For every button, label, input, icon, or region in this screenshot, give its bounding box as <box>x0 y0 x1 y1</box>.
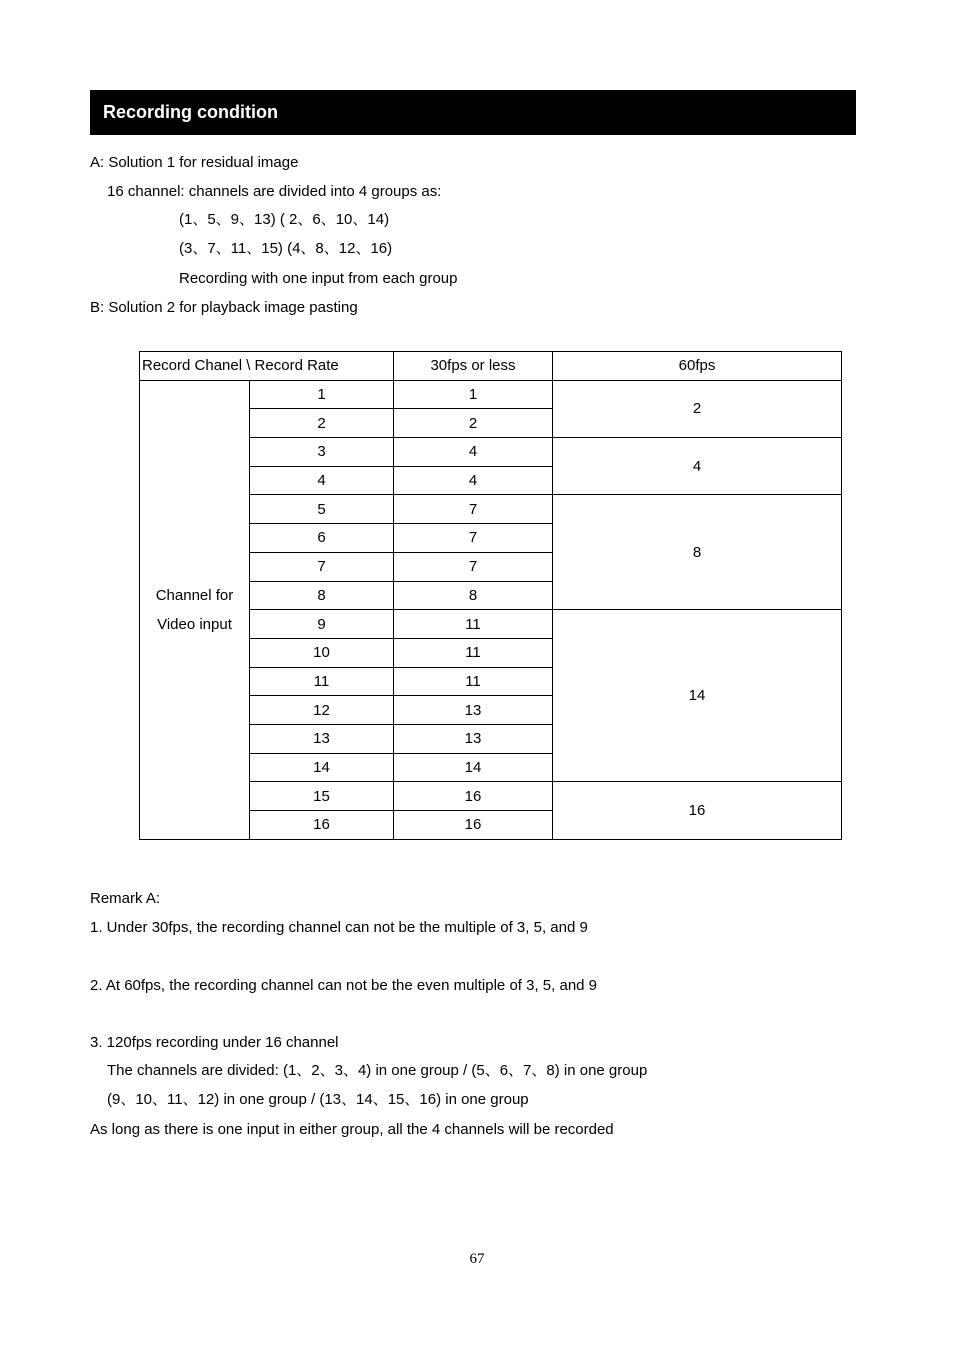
fps30-cell: 16 <box>394 782 553 811</box>
fps30-cell: 8 <box>394 581 553 610</box>
record-rate-table <box>139 351 842 840</box>
fps30-cell: 13 <box>394 724 553 753</box>
fps30-cell: 16 <box>394 811 553 840</box>
row-label-line2: Video input <box>157 615 232 633</box>
solution-a-groups-line2: (3、7、11、15) (4、8、12、16) <box>179 240 393 257</box>
remark-item-1: 1. Under 30fps, the recording channel can not be the multiple of 3, 5, and 9 <box>90 919 588 936</box>
remark-item-3-line3: (9、10、11、12) in one group / (13、14、15、16) in one group <box>107 1091 529 1108</box>
fps60-cell: 2 <box>553 380 842 437</box>
fps60-cell: 8 <box>553 495 842 610</box>
fps30-cell: 7 <box>394 552 553 581</box>
channel-cell: 8 <box>250 581 394 610</box>
fps30-cell: 11 <box>394 667 553 696</box>
remark-title: Remark A: <box>90 890 161 907</box>
channel-cell: 12 <box>250 696 394 725</box>
channel-cell: 9 <box>250 610 394 639</box>
fps30-cell: 7 <box>394 524 553 553</box>
fps60-cell: 4 <box>553 438 842 495</box>
solution-b-title: B: Solution 2 for playback image pasting <box>90 299 358 316</box>
channel-cell: 5 <box>250 495 394 524</box>
channel-cell: 6 <box>250 524 394 553</box>
table-header-row <box>140 352 842 381</box>
channel-cell: 3 <box>250 438 394 467</box>
section-title: Recording condition <box>103 102 278 122</box>
fps60-cell: 16 <box>553 782 842 839</box>
remark-item-3: 3. 120fps recording under 16 channel <box>90 1034 339 1051</box>
table-row <box>140 380 842 409</box>
remark-conclusion: As long as there is one input in either group, all the 4 channels will be recorded <box>90 1121 614 1138</box>
fps30-cell: 7 <box>394 495 553 524</box>
fps30-cell: 2 <box>394 409 553 438</box>
channel-cell: 1 <box>250 380 394 409</box>
fps30-cell: 11 <box>394 638 553 667</box>
solution-a-title: A: Solution 1 for residual image <box>90 154 299 171</box>
channel-cell: 14 <box>250 753 394 782</box>
channel-cell: 4 <box>250 466 394 495</box>
fps30-cell: 13 <box>394 696 553 725</box>
row-label-line1: Channel for <box>155 586 234 604</box>
fps30-cell: 11 <box>394 610 553 639</box>
fps60-cell: 14 <box>553 610 842 782</box>
channel-cell: 11 <box>250 667 394 696</box>
channel-cell: 2 <box>250 409 394 438</box>
fps30-cell: 4 <box>394 466 553 495</box>
header-60fps: 60fps <box>553 352 842 381</box>
header-30fps: 30fps or less <box>394 352 553 381</box>
channel-cell: 7 <box>250 552 394 581</box>
channel-cell: 16 <box>250 811 394 840</box>
channel-cell: 10 <box>250 638 394 667</box>
fps30-cell: 14 <box>394 753 553 782</box>
remark-item-2: 2. At 60fps, the recording channel can not be the even multiple of 3, 5, and 9 <box>90 977 598 994</box>
fps30-cell: 4 <box>394 438 553 467</box>
remark-item-3-line2: The channels are divided: (1、2、3、4) in one group / (5、6、7、8) in one group <box>107 1062 648 1079</box>
fps30-cell: 1 <box>394 380 553 409</box>
solution-a-groups-line1: (1、5、9、13) ( 2、6、10、14) <box>179 211 390 228</box>
channel-cell: 15 <box>250 782 394 811</box>
solution-a-intro: 16 channel: channels are divided into 4 groups as: <box>107 183 442 200</box>
solution-a-note: Recording with one input from each group <box>179 270 458 287</box>
header-record-channel: Record Chanel \ Record Rate <box>140 352 394 381</box>
page-number: 67 <box>469 1251 485 1267</box>
section-header-bar <box>90 90 856 135</box>
row-label-cell <box>140 380 250 839</box>
channel-cell: 13 <box>250 724 394 753</box>
